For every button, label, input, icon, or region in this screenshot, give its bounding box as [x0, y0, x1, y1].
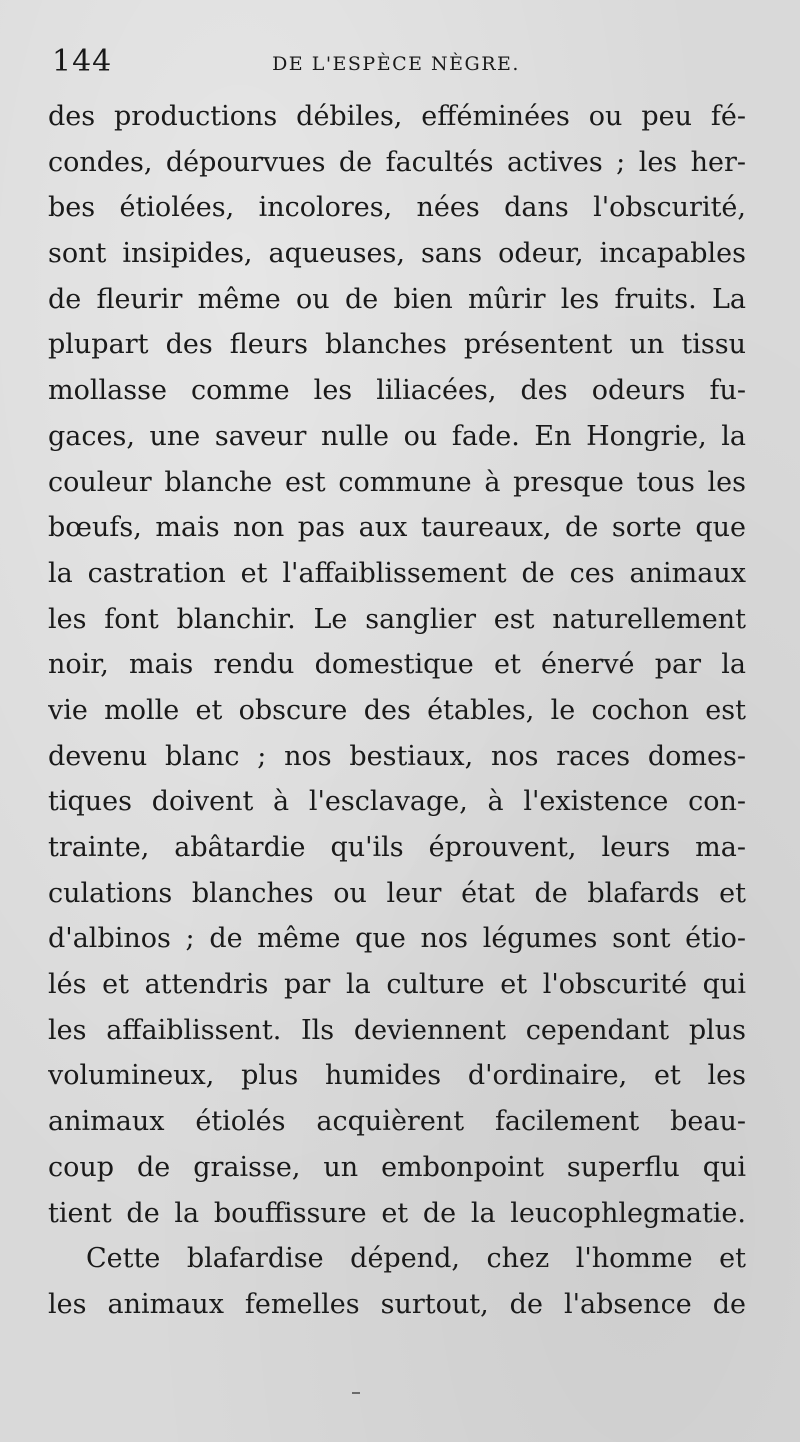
page-number: 144 — [52, 44, 113, 79]
text-line: volumineux, plus humides d'ordinaire, et les — [48, 1060, 746, 1092]
text-line: vie molle et obscure des étables, le cochon est — [48, 694, 746, 726]
text-line: les font blanchir. Le sanglier est naturellement — [48, 603, 746, 635]
text-line: de fleurir même ou de bien mûrir les fruits. La — [48, 283, 746, 315]
text-line: coup de graisse, un embonpoint superflu qui — [48, 1151, 746, 1183]
text-line: les affaiblissent. Ils deviennent cependant plus — [48, 1014, 746, 1046]
running-title: DE L'ESPÈCE NÈGRE. — [272, 53, 520, 75]
text-line: lés et attendris par la culture et l'obscurité qui — [48, 969, 746, 1001]
text-line: gaces, une saveur nulle ou fade. En Hongrie, la — [48, 420, 746, 452]
text-line: devenu blanc ; nos bestiaux, nos races domes- — [48, 740, 746, 772]
text-line: trainte, abâtardie qu'ils éprouvent, leurs ma- — [48, 832, 746, 863]
paragraph-start-line: Cette blafardise dépend, chez l'homme et — [86, 1243, 746, 1275]
text-line: noir, mais rendu domestique et énervé par la — [48, 649, 746, 681]
body-text — [48, 94, 746, 1328]
text-line: des productions débiles, efféminées ou peu fé- — [48, 101, 746, 132]
text-line: la castration et l'affaiblissement de ces animaux — [48, 557, 746, 589]
text-line: condes, dépourvues de facultés actives ; les her- — [48, 146, 746, 178]
text-line: tiques doivent à l'esclavage, à l'existence con- — [48, 786, 746, 818]
text-line: tient de la bouffissure et de la leucophlegmatie. — [48, 1197, 746, 1229]
page-header — [48, 44, 744, 84]
text-line: mollasse comme les liliacées, des odeurs fu- — [48, 375, 746, 407]
text-line: sont insipides, aqueuses, sans odeur, incapables — [48, 238, 746, 270]
text-line: bes étiolées, incolores, nées dans l'obscurité, — [48, 192, 746, 224]
text-line: bœufs, mais non pas aux taureaux, de sorte que — [48, 512, 746, 544]
text-line: d'albinos ; de même que nos légumes sont étio- — [48, 923, 746, 955]
text-line: couleur blanche est commune à presque tous les — [48, 466, 746, 498]
text-line: culations blanches ou leur état de blafards et — [48, 877, 746, 909]
text-line: les animaux femelles surtout, de l'absence de — [48, 1288, 746, 1320]
text-line: plupart des fleurs blanches présentent un tissu — [48, 329, 746, 361]
print-mark — [352, 1392, 360, 1394]
text-line: animaux étiolés acquièrent facilement beau- — [48, 1106, 746, 1138]
